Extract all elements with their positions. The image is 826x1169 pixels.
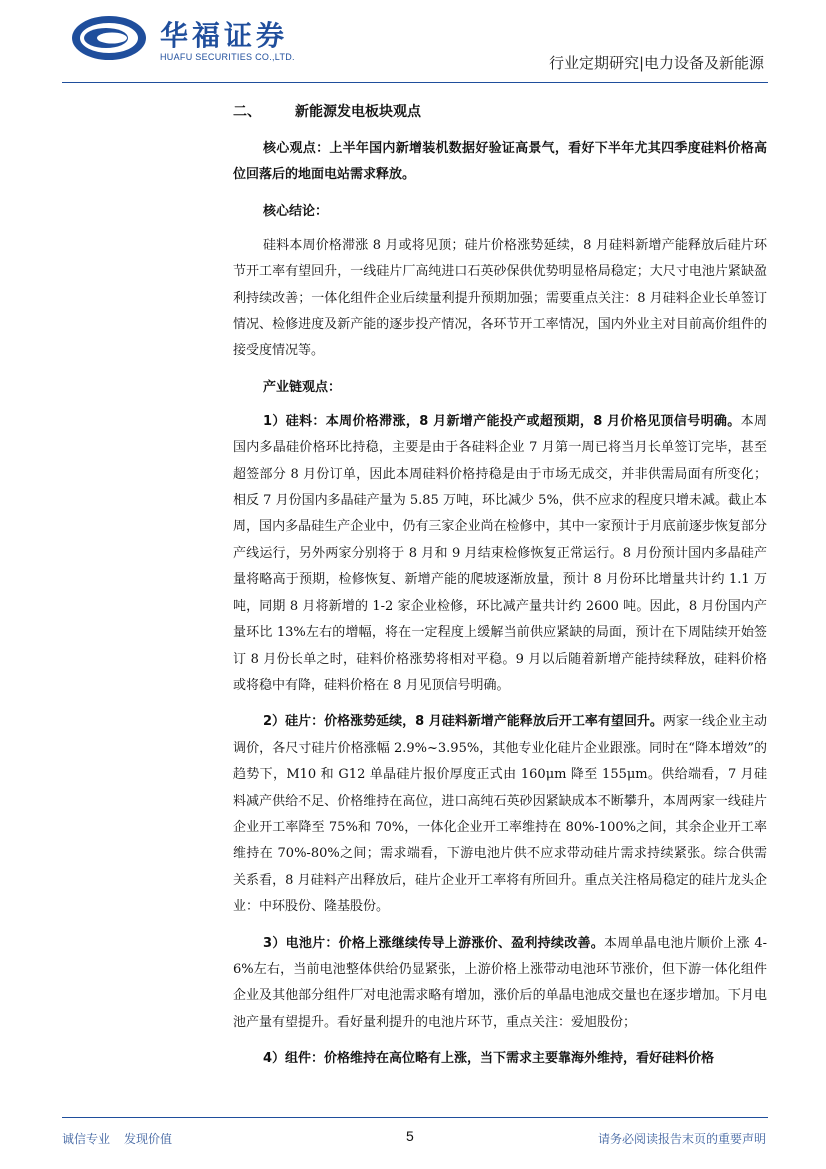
company-name-cn: 华福证券 — [160, 19, 289, 52]
section-number: 二、 — [233, 104, 261, 120]
chain-item-module — [233, 1046, 767, 1072]
item-lead: 3）电池片：价格上涨继续传导上游涨价、盈利持续改善。 — [263, 935, 604, 951]
chain-item-silicon — [233, 409, 767, 699]
item-lead: 4）组件：价格维持在高位略有上涨，当下需求主要靠海外维持，看好硅料价格 — [263, 1051, 715, 1067]
header-divider — [62, 82, 768, 83]
chain-label: 产业链观点： — [263, 379, 342, 395]
core-conclusion-label: 核心结论： — [263, 203, 329, 219]
page-header — [0, 0, 826, 92]
chain-item-cell — [233, 931, 767, 1037]
huafu-logo-icon — [70, 12, 148, 64]
report-body — [233, 97, 767, 1083]
section-heading — [233, 100, 767, 124]
section-title: 新能源发电板块观点 — [295, 104, 421, 120]
footer-divider — [62, 1117, 768, 1118]
page-number: 5 — [406, 1128, 414, 1144]
item-lead: 2）硅片：价格涨势延续，8 月硅料新增产能释放后开工率有望回升。 — [263, 714, 663, 730]
item-body: 本周国内多晶硅价格环比持稳，主要是由于各硅料企业 7 月第一周已将当月长单签订完毕，甚至超签部分 8 月份订单，因此本周硅料价格持稳是由于市场无成交，并非供需局面有所变化；相反 7 月份国内多晶硅产量为 5.85 万吨，环比减少 5%，供不应求的程度只增未减。截止本周，国内多晶硅生产企业中，仍有三家企业尚在检修中，其中一家预计于月底前逐步恢复部分产线运行，另外两家分别将于 8 月和 9 月结束检修恢复正常运行。8 月份预计国内多晶硅产量将略高于预期，检修恢复、新增产能的爬坡逐渐放量，预计 8 月份环比增量共计约 1.1 万吨，同期 8 月将新增的 1-2 家企业检修，环比减产量共计约 2600 吨。因此，8 月份国内产量环比 13%左右的增幅，将在一定程度上缓解当前供应紧缺的局面，预计在下周陆续开始签订 8 月份长单之时，硅料价格涨势将相对平稳。9 月以后随着新增产能持续释放，硅料价格或将稳中有降，硅料价格在 8 月见顶信号明确。 — [233, 413, 767, 693]
footer-slogan — [62, 1130, 186, 1147]
footer-slogan-2: 发现价值 — [124, 1132, 173, 1146]
footer-slogan-1: 诚信专业 — [62, 1132, 111, 1146]
company-name-en: HUAFU SECURITIES CO.,LTD. — [160, 52, 295, 62]
report-type: 行业定期研究|电力设备及新能源 — [548, 54, 764, 72]
item-lead: 1）硅料：本周价格滞涨，8 月新增产能投产或超预期，8 月价格见顶信号明确。 — [263, 413, 741, 429]
core-view: 核心观点：上半年国内新增装机数据好验证高景气，看好下半年尤其四季度硅料价格高位回落后的地面电站需求释放。 — [233, 141, 767, 183]
item-body: 本周单晶电池片顺价上涨 4-6%左右，当前电池整体供给仍显紧张，上游价格上涨带动电池环节涨价，但下游一体化组件企业及其他部分组件厂对电池需求略有增加，涨价后的单晶电池成交量也在逐步增加。下月电池产量有望提升。看好量利提升的电池片环节，重点关注：爱旭股份； — [233, 935, 768, 1030]
footer-disclaimer: 请务必阅读报告末页的重要声明 — [597, 1132, 766, 1146]
core-conclusion: 硅料本周价格滞涨 8 月或将见顶；硅片价格涨势延续，8 月硅料新增产能释放后硅片环节开工率有望回升，一线硅片厂高纯进口石英砂保供优势明显格局稳定；大尺寸电池片紧缺盈利持续改善；一体化组件企业后续量利提升预期加强；需要重点关注：8 月硅料企业长单签订情况、检修进度及新产能的逐步投产情况，各环节开工率情况，国内外业主对目前高价组件的接受度情况等。 — [233, 237, 767, 359]
item-body: 两家一线企业主动调价，各尺寸硅片价格涨幅 2.9%~3.95%，其他专业化硅片企业跟涨。同时在“降本增效”的趋势下，M10 和 G12 单晶硅片报价厚度正式由 160μm 降至 155μm。供给端看，7 月硅料减产供给不足、价格维持在高位，进口高纯石英砂因紧缺成本不断攀升，本周两家一线硅片企业开工率降至 75%和 70%，一体化企业开工率维持在 80%-100%之间，其余企业开工率维持在 70%-80%之间；需求端看，下游电池片供不应求带动硅片需求持续紧张。综合供需关系看，8 月硅料产出释放后，硅片企业开工率将有所回升。重点关注格局稳定的硅片龙头企业：中环股份、隆基股份。 — [233, 714, 767, 915]
chain-item-wafer — [233, 709, 767, 920]
